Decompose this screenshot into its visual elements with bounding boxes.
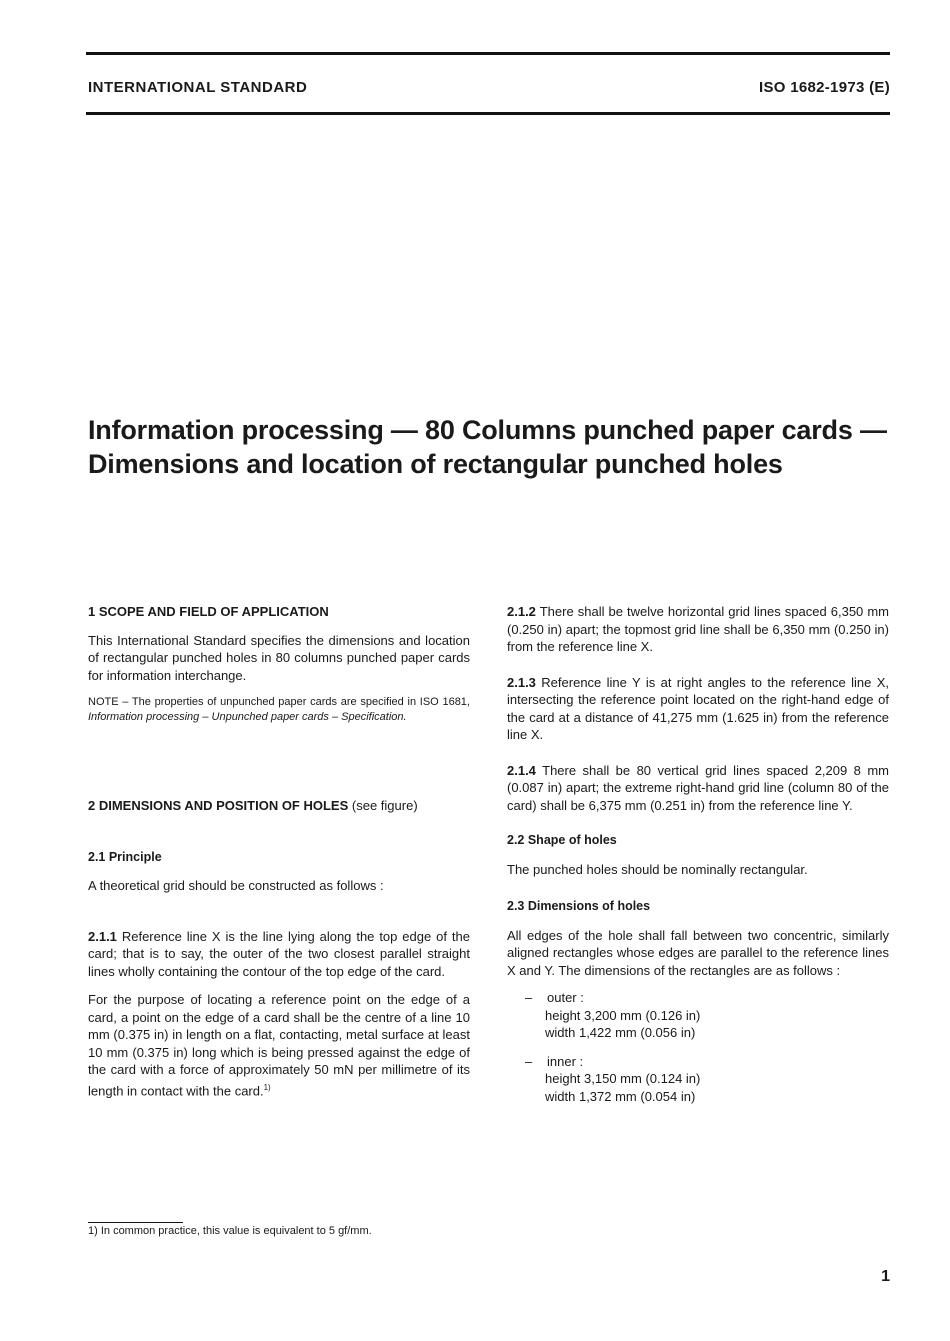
inner-dimensions [525,1053,889,1106]
inner-height: height 3,150 mm (0.124 in) [545,1071,701,1086]
outer-height: height 3,200 mm (0.126 in) [545,1007,701,1023]
header-standard-type: INTERNATIONAL STANDARD [88,79,308,96]
note-text: NOTE – The properties of unpunched paper cards are specified in ISO 1681, [88,696,470,708]
inner-dash: – [525,1053,533,1069]
section-2-1-4-text: There shall be 80 vertical grid lines spaced 2,209 8 mm (0.087 in) apart; the extreme right-hand grid line (column 80 of the card) shall be 6,375 mm (0.251 in) from the reference line Y. [507,762,889,813]
title-line-1: Information processing — 80 Columns punched paper cards — [88,415,887,445]
note [88,695,470,725]
header-rule-top [86,52,890,55]
section-2-heading [88,797,470,815]
section-2-1-3-text: Reference line Y is at right angles to the reference line X, intersecting the reference point located on the right-hand edge of the card at a distance of 41,275 mm (1.625 in) from the reference line X. [507,674,889,742]
footnote: 1) In common practice, this value is equivalent to 5 gf/mm. [88,1225,372,1237]
section-2-1-4-number: 2.1.4 [507,762,536,778]
footnote-reference: 1) [263,1082,271,1092]
section-2-1-1-number: 2.1.1 [88,928,117,944]
outer-dash: – [525,990,533,1005]
section-2-1-1-para-2 [88,991,470,1099]
section-2-2-heading: 2.2 Shape of holes [507,833,617,847]
note-reference-title: Information processing – Unpunched paper cards – Specification. [88,711,407,723]
section-2-1-2-text: There shall be twelve horizontal grid lines spaced 6,350 mm (0.250 in) apart; the topmost grid line shall be 6,350 mm (0.250 in) from the reference line X. [507,604,889,654]
page-number: 1 [881,1268,890,1285]
inner-label: inner : [547,1053,584,1069]
header-standard-number: ISO 1682-1973 (E) [758,79,890,96]
outer-label-row [525,989,889,1007]
section-2-1-heading: 2.1 Principle [88,849,162,864]
section-2-1-text: A theoretical grid should be constructed as follows : [88,878,384,893]
outer-width: width 1,422 mm (0.056 in) [545,1025,696,1040]
section-2-1-3-number: 2.1.3 [507,674,536,690]
outer-dimensions [525,989,889,1042]
footnote-rule [88,1222,183,1223]
title-line-2: Dimensions and location of rectangular punched holes [88,449,783,479]
outer-label: outer : [547,990,584,1005]
section-2-2-text: The punched holes should be nominally rectangular. [507,861,808,877]
section-1-heading: 1 SCOPE AND FIELD OF APPLICATION [88,604,329,619]
section-2-1-2 [507,603,889,656]
document-title [88,413,908,481]
header-rule-bottom [86,112,890,115]
inner-width: width 1,372 mm (0.054 in) [545,1088,696,1104]
section-2-1-3 [507,674,889,744]
section-1-text: This International Standard specifies the dimensions and location of rectangular punched holes in 80 columns punched paper cards for information interchange. [88,632,470,683]
section-2-1-1-para-2-text: For the purpose of locating a reference point on the edge of a card, a point on the edge of a card shall be the centre of a line 10 mm (0.375 in) in length on a flat, contacting, metal surface at least 10 mm (0.375 in) long which is being pressed against the edge of the card with a force of approximately 50 mN per millimetre of its length in contact with the card. [88,992,470,1098]
left-column [88,603,470,1099]
inner-label-row [525,1053,889,1071]
section-2-heading-suffix: (see figure) [351,798,418,813]
section-2-1-1 [88,928,470,981]
section-2-3-text: All edges of the hole shall fall between two concentric, similarly aligned rectangles whose edges are parallel to the reference lines X and Y. The dimensions of the rectangles are as follows : [507,927,889,978]
section-2-1-4 [507,762,889,815]
section-2-1-1-text: Reference line X is the line lying along the top edge of the card; that is to say, the outer of the two closest parallel straight lines wholly containing the contour of the top edge of the card. [88,928,470,979]
section-2-1-2-number: 2.1.2 [507,604,536,619]
section-2-3-heading: 2.3 Dimensions of holes [507,899,651,913]
right-column [507,603,889,1105]
section-2-heading-text: 2 DIMENSIONS AND POSITION OF HOLES [88,798,349,813]
